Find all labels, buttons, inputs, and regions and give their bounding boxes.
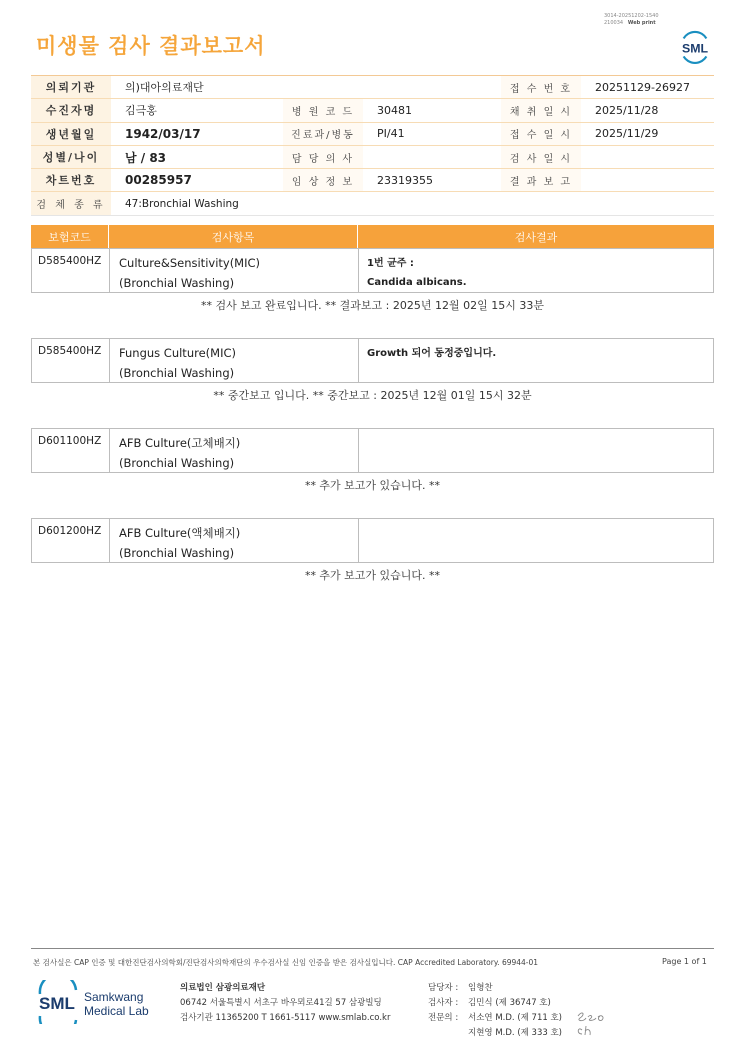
- page-title: 미생물 검사 결과보고서: [36, 34, 266, 58]
- column-header-code: 보험코드: [31, 225, 109, 248]
- page-number: Page 1 of 1: [662, 957, 707, 966]
- info-value: 1942/03/17: [125, 126, 201, 141]
- test-result: 1번 균주 : Candida albicans.: [367, 258, 467, 288]
- info-value: [363, 146, 501, 168]
- results-header: [31, 225, 714, 248]
- svg-text:Medical Lab: Medical Lab: [84, 1004, 149, 1018]
- info-value: 20251129-26927: [595, 80, 690, 94]
- info-value: 김극홍: [125, 104, 157, 118]
- info-row: [31, 169, 714, 192]
- info-row: [31, 192, 714, 215]
- info-row: [31, 123, 714, 146]
- info-value: PI/41: [377, 127, 405, 141]
- insurance-code: D585400HZ: [32, 339, 110, 382]
- info-label: 수진자명: [31, 99, 111, 121]
- info-value: [581, 169, 595, 191]
- test-item: AFB Culture(액체배지) (Bronchial Washing): [110, 519, 359, 562]
- info-row: [31, 99, 714, 122]
- report-status-note: ** 추가 보고가 있습니다. **: [304, 479, 441, 492]
- result-block: [31, 428, 714, 473]
- info-value: 의)대아의료재단: [125, 81, 204, 95]
- info-label: 생년월일: [31, 123, 111, 145]
- samkwang-logo-icon: [36, 980, 156, 1024]
- info-label: 차트번호: [31, 169, 111, 191]
- test-item: Fungus Culture(MIC) (Bronchial Washing): [110, 339, 359, 382]
- svg-text:SML: SML: [681, 41, 709, 56]
- report-status-note: ** 추가 보고가 있습니다. **: [304, 569, 441, 582]
- info-label: 병 원 코 드: [283, 99, 363, 121]
- info-label: 검 사 일 시: [501, 146, 581, 168]
- result-block: [31, 338, 714, 383]
- test-result: [359, 519, 713, 562]
- footer-divider: [31, 948, 714, 949]
- info-label: 임 상 정 보: [283, 169, 363, 191]
- report-status-note: ** 검사 보고 완료입니다. ** 결과보고 : 2025년 12월 02일 15시 33분: [201, 299, 544, 312]
- info-value: 30481: [377, 103, 412, 117]
- sml-logo-icon: [676, 27, 714, 65]
- info-row: [31, 76, 714, 99]
- test-item: Culture&Sensitivity(MIC) (Bronchial Washing): [110, 249, 359, 292]
- test-result: [359, 429, 713, 472]
- info-value: 23319355: [377, 173, 433, 187]
- insurance-code: D585400HZ: [32, 249, 110, 292]
- info-value: 00285957: [125, 173, 192, 188]
- info-label: 결 과 보 고: [501, 169, 581, 191]
- result-block: [31, 248, 714, 293]
- report-status-note: ** 중간보고 입니다. ** 중간보고 : 2025년 12월 01일 15시 32분: [213, 389, 532, 402]
- certification-text: 본 검사실은 CAP 인증 및 대한진단검사의학회/진단검사의학재단의 우수검사실 신임 인증을 받은 검사실입니다. CAP Accredited Laboratory. 69944-01: [33, 958, 539, 967]
- info-label: 접 수 번 호: [501, 76, 581, 98]
- svg-text:SML: SML: [39, 994, 75, 1013]
- webprint-stamp: 3014-20251202-1540 210034 Web print: [604, 13, 659, 26]
- info-value: 47:Bronchial Washing: [125, 197, 239, 210]
- insurance-code: D601200HZ: [32, 519, 110, 562]
- info-label: 진료과/병동: [283, 123, 363, 145]
- info-label: 의뢰기관: [31, 76, 111, 98]
- info-value: [581, 146, 595, 168]
- patient-info-table: [31, 75, 714, 216]
- svg-text:Samkwang: Samkwang: [84, 990, 144, 1004]
- column-header-result: 검사결과: [514, 230, 558, 244]
- result-block: [31, 518, 714, 563]
- organization-info: 의료법인 삼광의료재단 06742 서울특별시 서초구 바우뫼로41길 57 삼광빌딩 검사기관 11365200 T 1661-5117 www.smlab.co.kr: [180, 983, 391, 1023]
- info-value: 2025/11/29: [595, 127, 659, 141]
- signature-icon: [574, 1008, 610, 1038]
- test-item: AFB Culture(고체배지) (Bronchial Washing): [110, 429, 359, 472]
- info-label: 채 취 일 시: [501, 99, 581, 121]
- staff-info: 담당자 : 임형찬 검사자 : 김민식 (제 36747 호) 전문의 : 서소연 M.D. (제 711 호) 지현영 M.D. (제 333 호): [428, 983, 563, 1038]
- info-label: 검 체 종 류: [31, 192, 111, 214]
- info-value: 2025/11/28: [595, 103, 659, 117]
- info-label: 접 수 일 시: [501, 123, 581, 145]
- info-label: 성별/나이: [31, 146, 111, 168]
- insurance-code: D601100HZ: [32, 429, 110, 472]
- test-result: Growth 되어 동정중입니다.: [367, 348, 497, 359]
- info-row: [31, 146, 714, 169]
- info-value: 남 / 83: [125, 150, 167, 165]
- info-label: 담 당 의 사: [283, 146, 363, 168]
- column-header-item: 검사항목: [109, 225, 358, 248]
